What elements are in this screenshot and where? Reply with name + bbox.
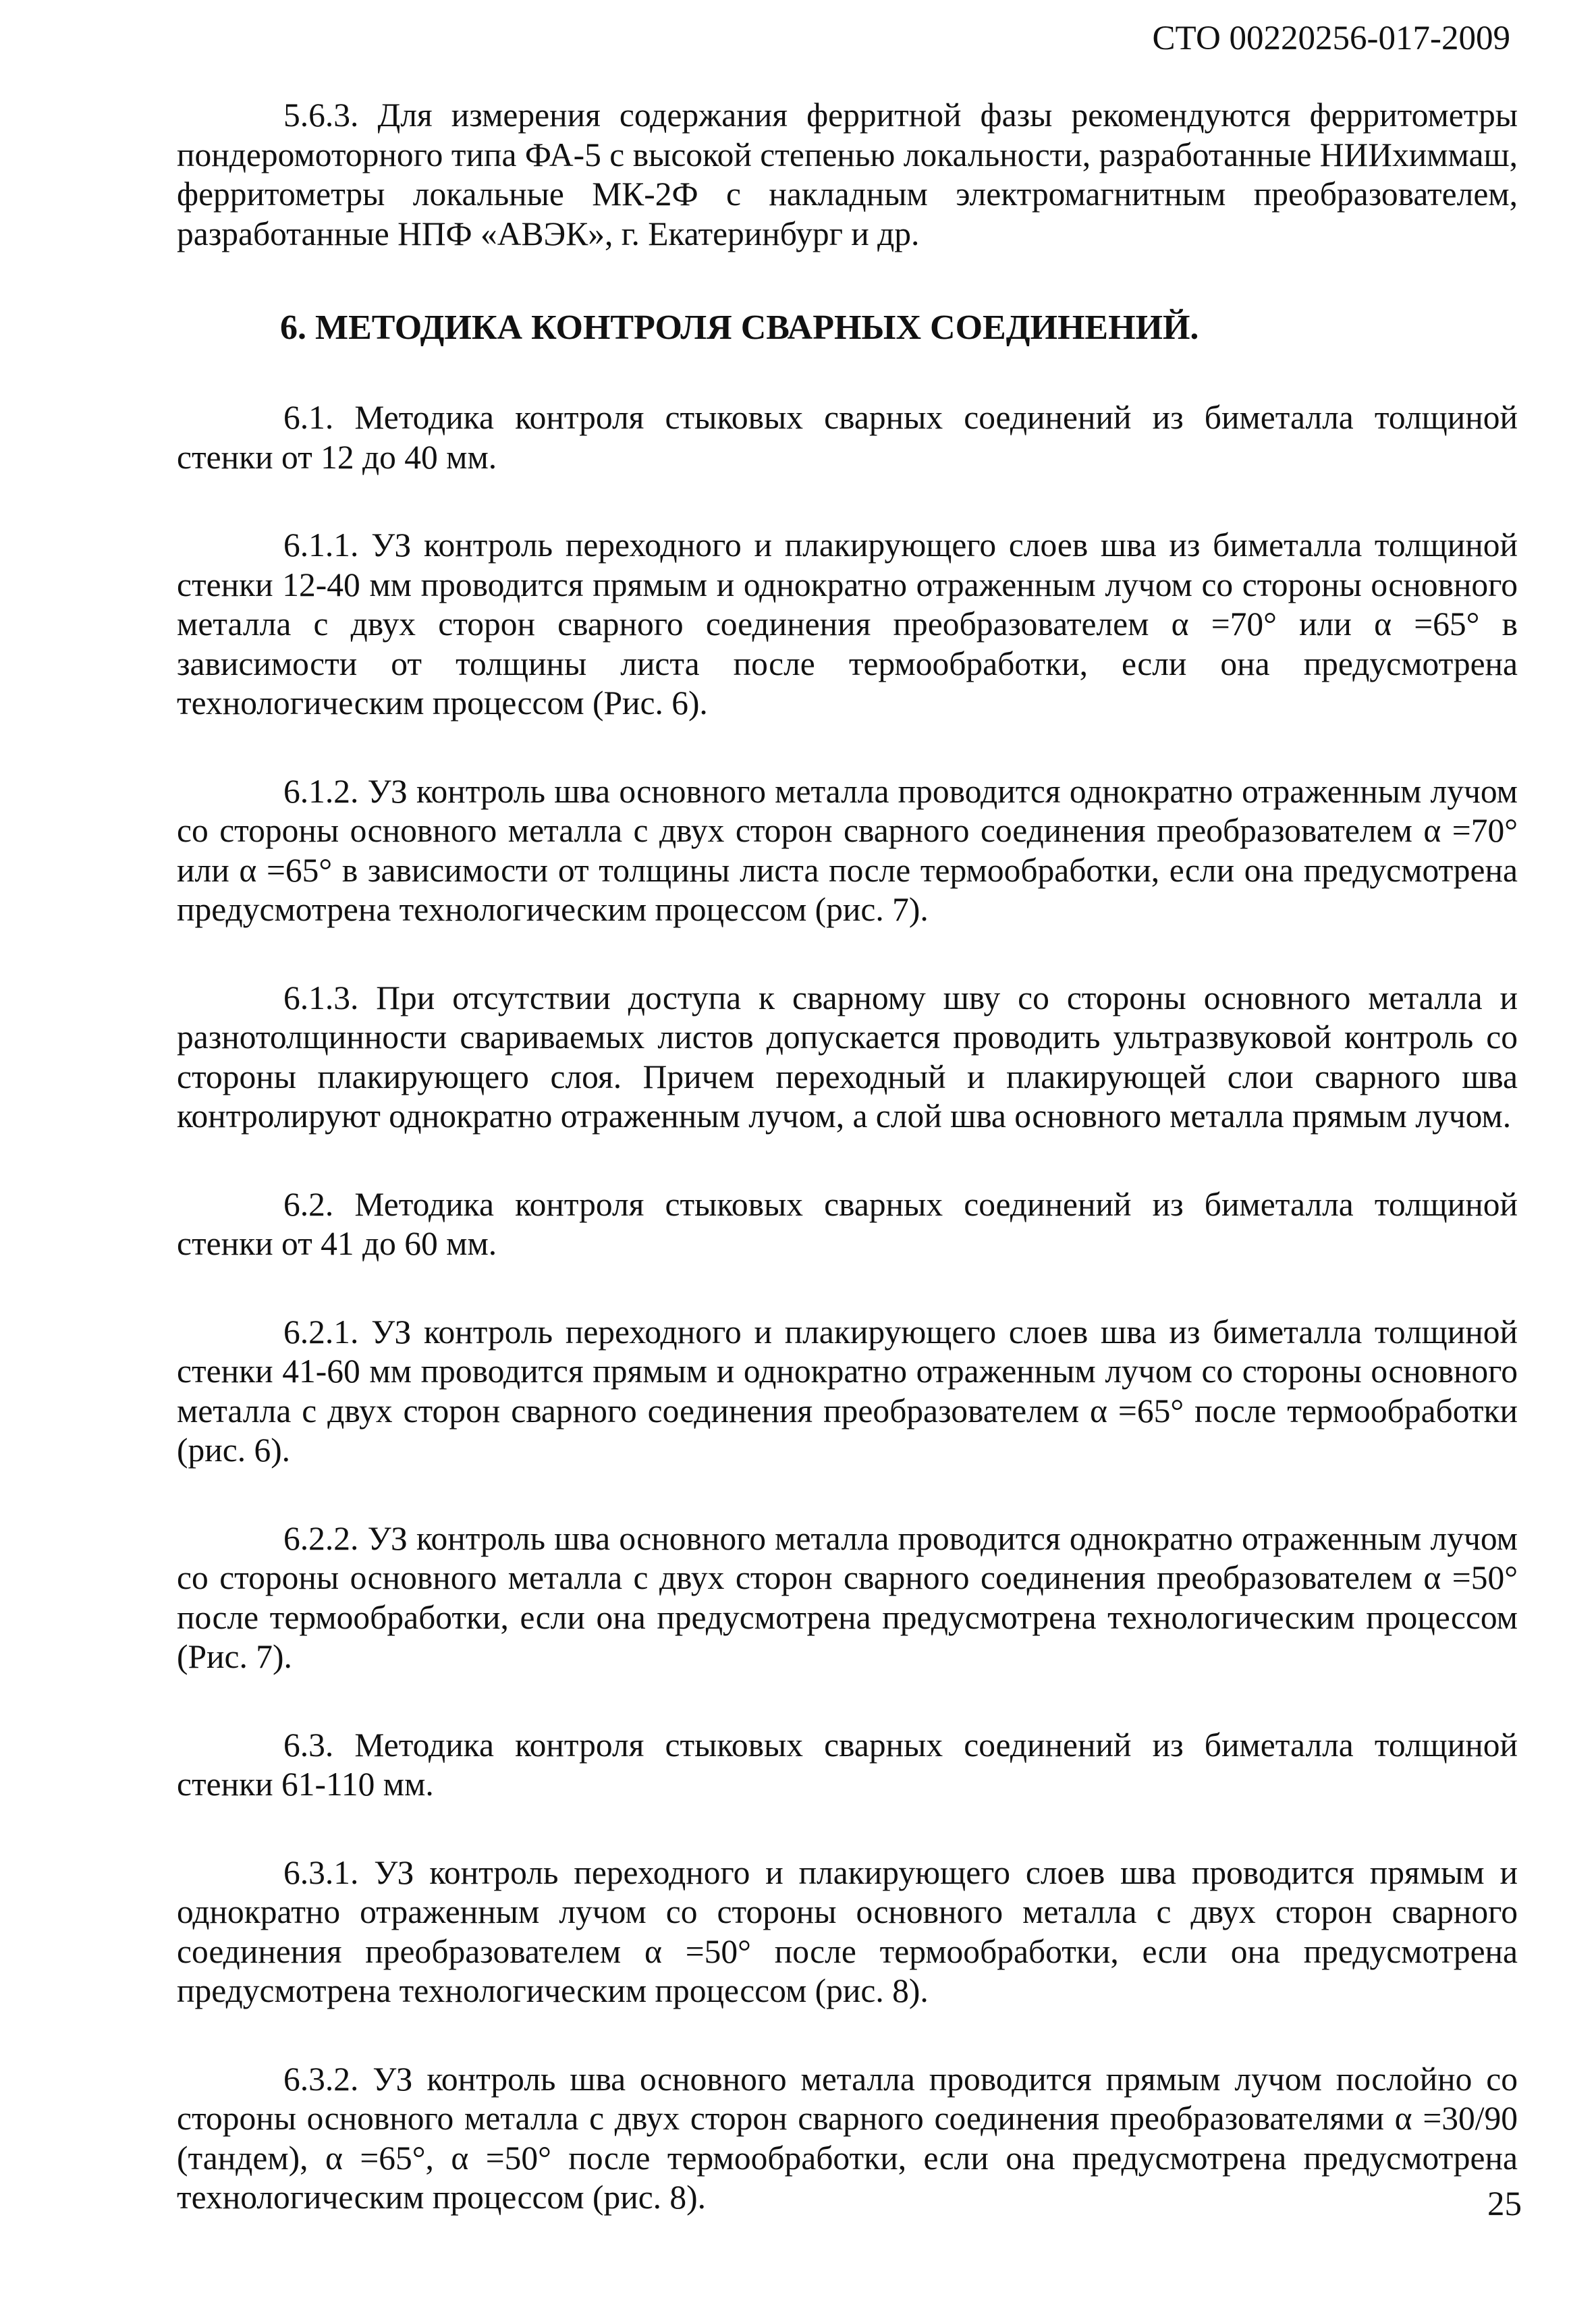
paragraph-6-3-1: 6.3.1. УЗ контроль переходного и плакирующего слоев шва проводится прямым и однократно отраженным лучом со стороны основного металла с двух сторон сварного соединения преобразователем α =50° после термообработки, если она предусмотрена предусмотрена технологическим процессом (рис. 8). <box>177 1853 1518 2009</box>
paragraph-6-1-1: 6.1.1. УЗ контроль переходного и плакирующего слоев шва из биметалла толщиной стенки 12-40 мм проводится прямым и однократно отраженным лучом со стороны основного металла с двух сторон сварного соединения преобразователем α =70° или α =65° в зависимости от толщины листа после термообработки, если она предусмотрена технологическим процессом (Рис. 6). <box>177 526 1518 722</box>
paragraph-6-2: 6.2. Методика контроля стыковых сварных соединений из биметалла толщиной стенки от 41 до 60 мм. <box>177 1185 1518 1262</box>
paragraph-6-1-3: 6.1.3. При отсутствии доступа к сварному шву со стороны основного металла и разнотолщинности свариваемых листов допускается проводить ультразвуковой контроль со стороны плакирующего слоя. Причем переходный и плакирующей слои сварного шва контролируют однократно отраженным лучом, а слой шва основного металла прямым лучом. <box>177 979 1518 1135</box>
paragraph-6-2-1: 6.2.1. УЗ контроль переходного и плакирующего слоев шва из биметалла толщиной стенки 41-60 мм проводится прямым и однократно отраженным лучом со стороны основного металла с двух сторон сварного соединения преобразователем α =65° после термообработки (рис. 6). <box>177 1313 1518 1469</box>
paragraph-6-2-2: 6.2.2. УЗ контроль шва основного металла проводится однократно отраженным лучом со стороны основного металла с двух сторон сварного соединения преобразователем α =50° после термообработки, если она предусмотрена предусмотрена технологическим процессом (Рис. 7). <box>177 1519 1518 1675</box>
paragraph-5-6-3: 5.6.3. Для измерения содержания ферритной фазы рекомендуются ферритометры пондеромоторного типа ФА-5 с высокой степенью локальности, разработанные НИИхиммаш, ферритометры локальные МК-2Ф с накладным электромагнитным преобразователем, разработанные НПФ «АВЭК», г. Екатеринбург и др. <box>177 97 1518 252</box>
paragraph-6-1: 6.1. Методика контроля стыковых сварных соединений из биметалла толщиной стенки от 12 до 40 мм. <box>177 399 1518 476</box>
section-heading: 6. МЕТОДИКА КОНТРОЛЯ СВАРНЫХ СОЕДИНЕНИЙ. <box>280 308 1199 347</box>
document-code-header: СТО 00220256-017-2009 <box>1152 20 1510 57</box>
page-number: 25 <box>1487 2185 1522 2223</box>
paragraph-6-1-2: 6.1.2. УЗ контроль шва основного металла проводится однократно отраженным лучом со стороны основного металла с двух сторон сварного соединения преобразователем α =70° или α =65° в зависимости от толщины листа после термообработки, если она предусмотрена предусмотрена технологическим процессом (рис. 7). <box>177 772 1518 928</box>
paragraph-6-3: 6.3. Методика контроля стыковых сварных соединений из биметалла толщиной стенки 61-110 мм. <box>177 1726 1518 1803</box>
paragraph-6-3-2: 6.3.2. УЗ контроль шва основного металла проводится прямым лучом послойно со стороны основного металла с двух сторон сварного соединения преобразователями α =30/90 (тандем), α =65°, α =50° после термообработки, если она предусмотрена предусмотрена технологическим процессом (рис. 8). <box>177 2060 1518 2216</box>
document-body <box>177 96 1518 2218</box>
